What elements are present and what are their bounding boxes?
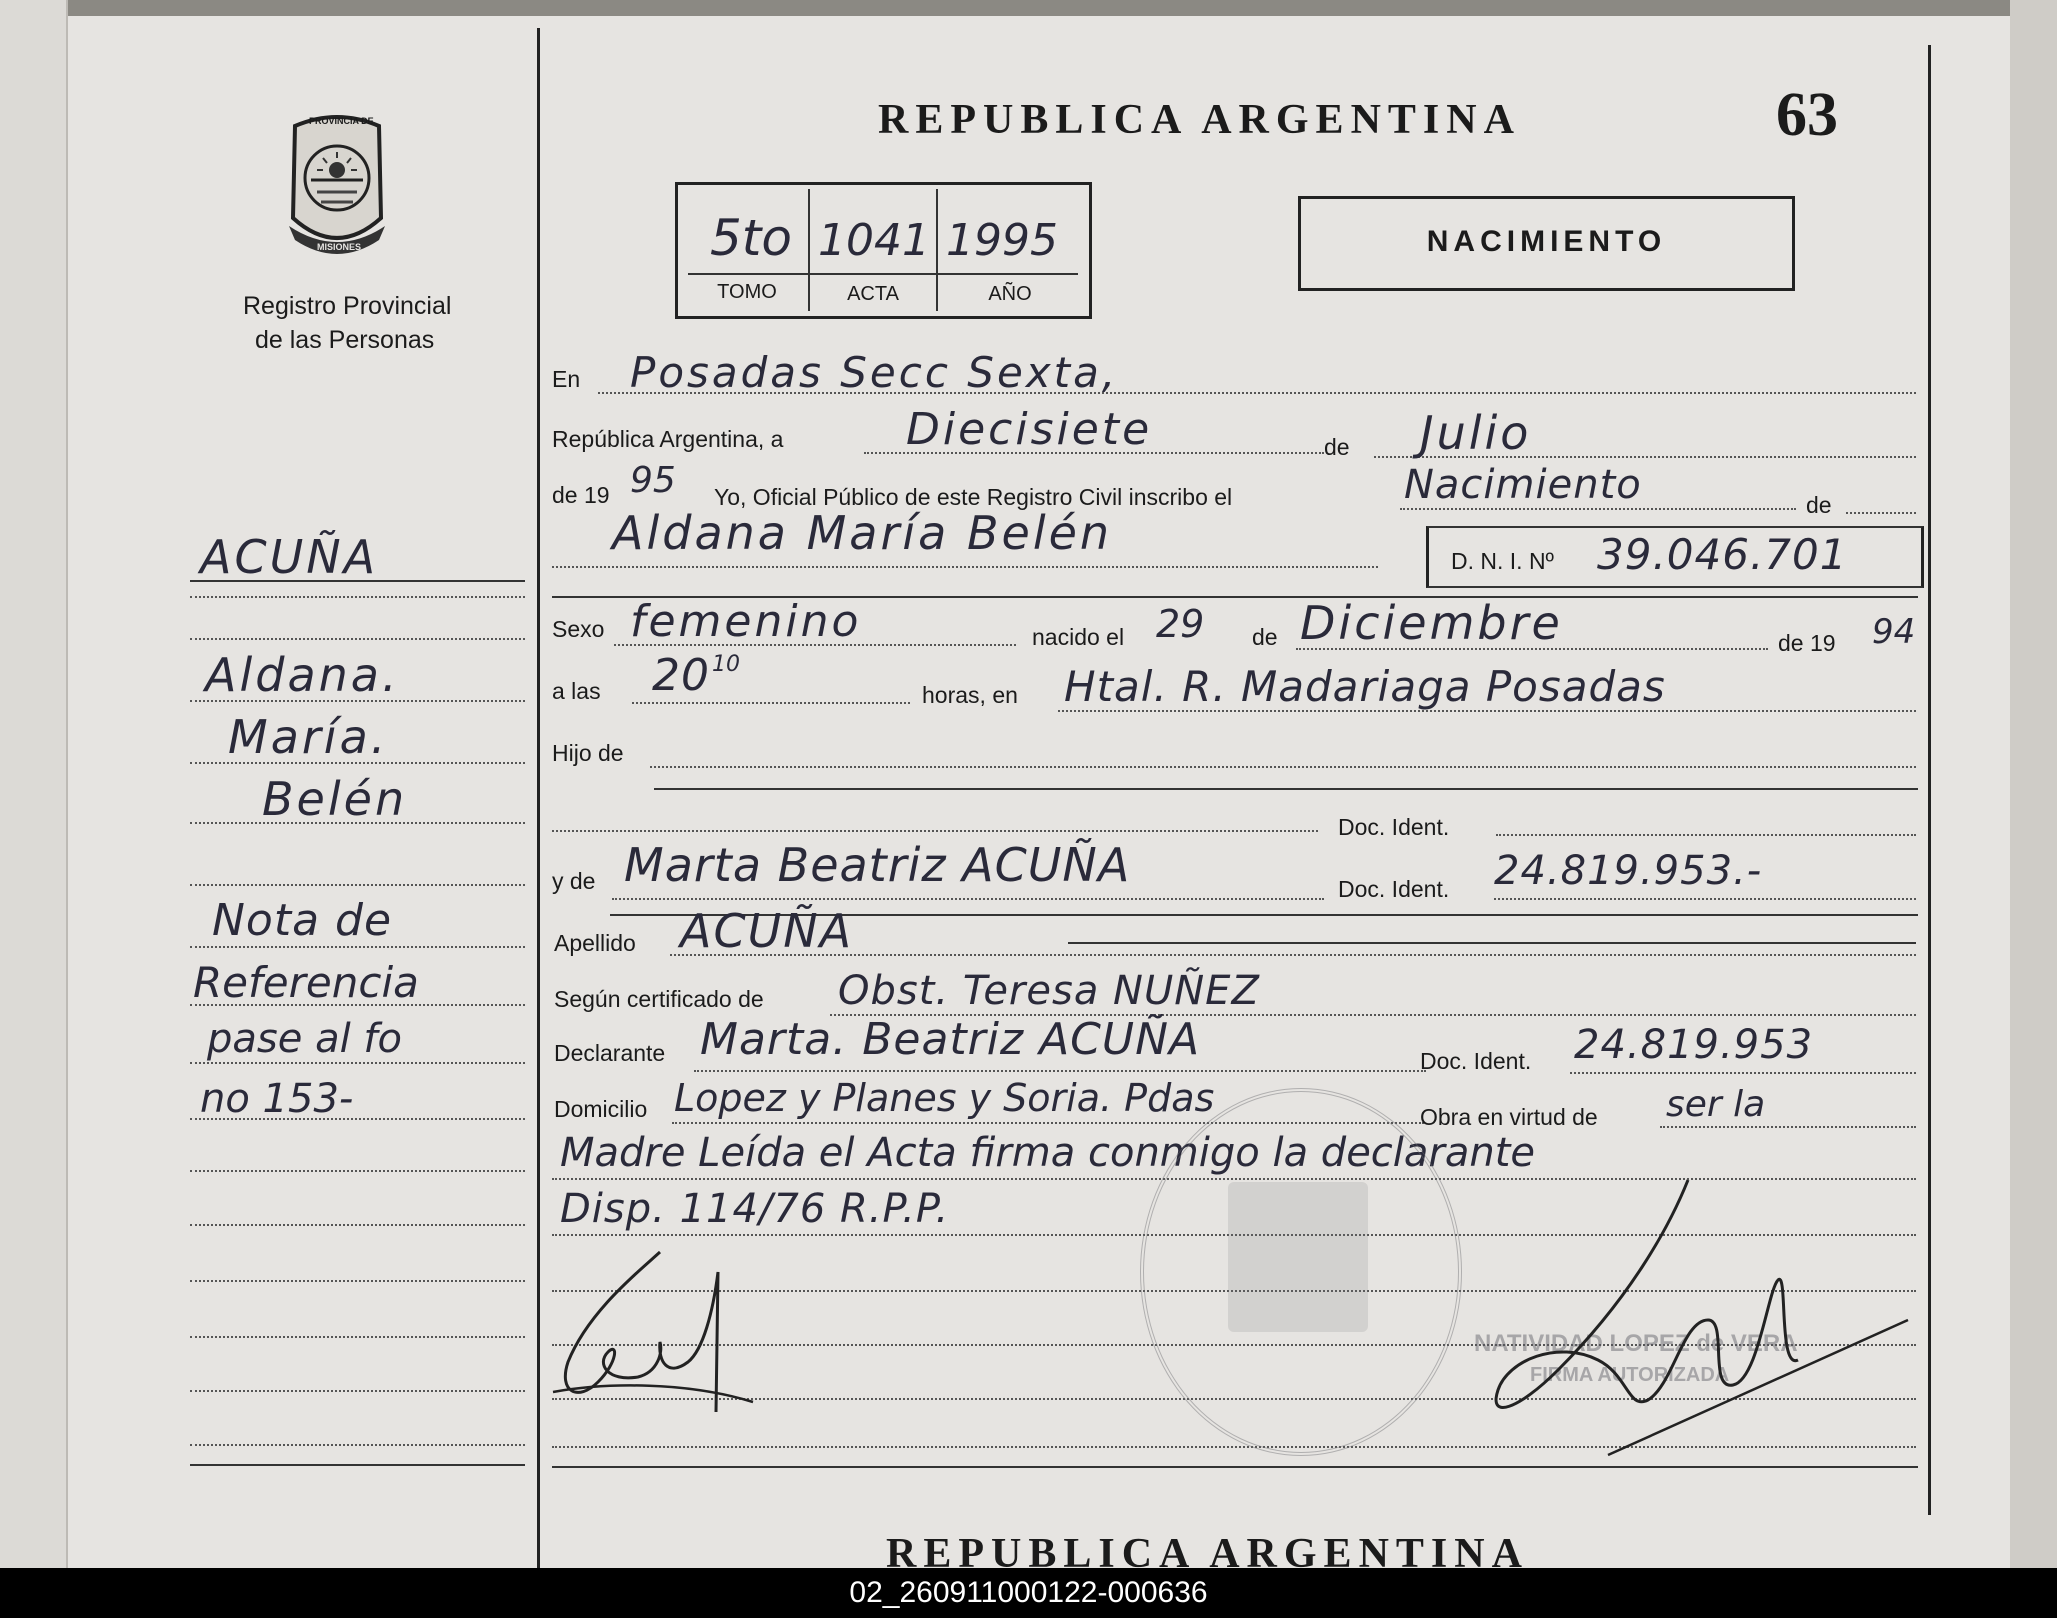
day-value: Diecisiete xyxy=(906,404,1153,455)
sexo-value: femenino xyxy=(630,596,862,647)
book-binding-edge xyxy=(0,0,68,1568)
segun-label: Según certificado de xyxy=(554,986,764,1012)
apellido-line xyxy=(670,954,1916,956)
officer-title-stamp: FIRMA AUTORIZADA xyxy=(1530,1364,1730,1386)
next-record-title: REPUBLICA ARGENTINA xyxy=(886,1531,1529,1568)
tomo-label: TOMO xyxy=(717,281,777,303)
seal-text-bottom: MISIONES xyxy=(317,242,362,252)
margin-line xyxy=(190,1464,525,1466)
record-number-box xyxy=(675,182,1092,319)
margin-name3: Belén xyxy=(262,772,408,826)
margin-dotted-line xyxy=(190,1336,525,1338)
margin-surname: ACUÑA xyxy=(200,530,379,584)
margin-note2: Referencia xyxy=(193,958,419,1007)
declarant-signature-icon xyxy=(1478,1170,1938,1460)
apellido-label: Apellido xyxy=(554,930,636,956)
provincial-seal xyxy=(283,108,391,263)
declarante-value: Marta. Beatriz ACUÑA xyxy=(700,1014,1201,1065)
registry-name-line1: Registro Provincial xyxy=(243,292,452,320)
dni-value: 39.046.701 xyxy=(1597,530,1848,579)
a-las-label: a las xyxy=(552,678,601,704)
margin-note3: pase al fo xyxy=(207,1016,402,1062)
declarante-doc-line xyxy=(1570,1072,1916,1074)
birth-year-prefix: de 19 xyxy=(1778,630,1836,656)
domicilio-value: Lopez y Planes y Soria. Pdas xyxy=(674,1076,1215,1120)
margin-dotted-line xyxy=(190,1390,525,1392)
mother-line xyxy=(612,898,1324,900)
hijo-line xyxy=(650,766,1916,768)
declarante-line xyxy=(694,1070,1426,1072)
margin-dotted-line xyxy=(190,1280,525,1282)
obra-label: Obra en virtud de xyxy=(1420,1104,1598,1130)
birth-year: 94 xyxy=(1872,612,1916,652)
obra-value: ser la xyxy=(1666,1084,1766,1125)
margin-dotted-line xyxy=(190,1444,525,1446)
next-page-edge xyxy=(2010,0,2057,1568)
official-seal-stamp xyxy=(1140,1088,1462,1456)
doc-ident-label1: Doc. Ident. xyxy=(1338,814,1450,840)
margin-dotted-line xyxy=(190,946,525,948)
doc-ident-label2: Doc. Ident. xyxy=(1338,876,1450,902)
tomo-value: 5to xyxy=(710,209,793,267)
margin-divider-line xyxy=(537,28,540,1568)
year-prefix: de 19 xyxy=(552,482,610,508)
mother-name: Marta Beatriz ACUÑA xyxy=(624,838,1131,892)
doc-ident-line1 xyxy=(1496,834,1916,836)
dni-box xyxy=(1426,526,1924,588)
line-extra: Madre Leída el Acta firma conmigo la declarante xyxy=(560,1130,1536,1176)
de-label2: de xyxy=(1806,492,1832,518)
hour-value: 20 xyxy=(652,650,710,701)
en-value: Posadas Secc Sexta, xyxy=(630,348,1119,397)
yo-text: Yo, Oficial Público de este Registro Civil inscribo el xyxy=(714,484,1233,510)
hijo-line2 xyxy=(552,830,1318,832)
record-type-box xyxy=(1298,196,1795,291)
margin-dotted-line xyxy=(190,1062,525,1064)
de-line2 xyxy=(1846,512,1916,514)
place-value: Htal. R. Madariaga Posadas xyxy=(1064,662,1666,711)
seal-text-top: PROVINCIA DE xyxy=(309,116,374,126)
margin-dotted-line xyxy=(190,1170,525,1172)
anio-value: 1995 xyxy=(946,215,1058,266)
margin-note4: no 153- xyxy=(200,1076,354,1122)
margin-dotted-line xyxy=(190,884,525,886)
person-name: Aldana María Belén xyxy=(612,506,1113,560)
scan-id-text: 02_260911000122-000636 xyxy=(849,1576,1208,1609)
page-number: 63 xyxy=(1776,81,1838,149)
margin-name1: Aldana. xyxy=(205,648,400,702)
name-line xyxy=(552,566,1378,568)
doc-ident-label3: Doc. Ident. xyxy=(1420,1048,1532,1074)
birth-day: 29 xyxy=(1156,602,1205,646)
y-de-label: y de xyxy=(552,868,596,894)
de-label3: de xyxy=(1252,624,1278,650)
margin-name2: María. xyxy=(228,710,389,764)
margin-note1: Nota de xyxy=(212,895,393,946)
birth-month: Diciembre xyxy=(1300,596,1563,650)
horas-label: horas, en xyxy=(922,682,1018,708)
hijo-rule xyxy=(654,788,1918,790)
acta-label: ACTA xyxy=(847,283,899,305)
nacido-label: nacido el xyxy=(1032,624,1125,650)
mother-doc: 24.819.953.- xyxy=(1494,848,1763,894)
apellido-rule xyxy=(1068,942,1916,944)
margin-dotted-line xyxy=(190,1224,525,1226)
bottom-rule xyxy=(552,1466,1918,1468)
book-top-edge xyxy=(0,0,2057,16)
apellido-value: ACUÑA xyxy=(680,904,854,958)
acta-value: 1041 xyxy=(818,215,930,266)
registry-name-line2: de las Personas xyxy=(255,326,435,354)
country-title: REPUBLICA ARGENTINA xyxy=(878,97,1521,143)
hour-line xyxy=(632,702,910,704)
record-type: NACIMIENTO xyxy=(1426,225,1667,258)
month-value: Julio xyxy=(1420,406,1532,460)
margin-dotted-line xyxy=(190,638,525,640)
obra-line xyxy=(1660,1126,1916,1128)
inscribo-value: Nacimiento xyxy=(1404,462,1642,508)
certificado-value: Obst. Teresa NUÑEZ xyxy=(838,968,1260,1014)
inscribo-line xyxy=(1400,508,1796,510)
dni-label: D. N. I. Nº xyxy=(1451,548,1554,574)
republica-label: República Argentina, a xyxy=(552,426,784,452)
seal-emblem-icon xyxy=(283,108,391,263)
registrar-signature-icon xyxy=(548,1232,768,1432)
scan-id-bar xyxy=(0,1568,2057,1618)
domicilio-label: Domicilio xyxy=(554,1096,648,1122)
en-label: En xyxy=(552,366,581,392)
de-label: de xyxy=(1324,434,1350,460)
hour-suffix: 10 xyxy=(712,652,740,677)
officer-name-stamp: NATIVIDAD LOPEZ de VERA xyxy=(1474,1330,1798,1357)
margin-dotted-line xyxy=(190,596,525,598)
sexo-label: Sexo xyxy=(552,616,605,642)
year-value: 95 xyxy=(630,460,676,501)
anio-label: AÑO xyxy=(988,283,1032,305)
declarante-label: Declarante xyxy=(554,1040,666,1066)
disp-value: Disp. 114/76 R.P.P. xyxy=(560,1186,950,1232)
declarante-doc: 24.819.953 xyxy=(1574,1022,1814,1068)
hijo-label: Hijo de xyxy=(552,740,624,766)
mother-doc-line xyxy=(1494,898,1916,900)
